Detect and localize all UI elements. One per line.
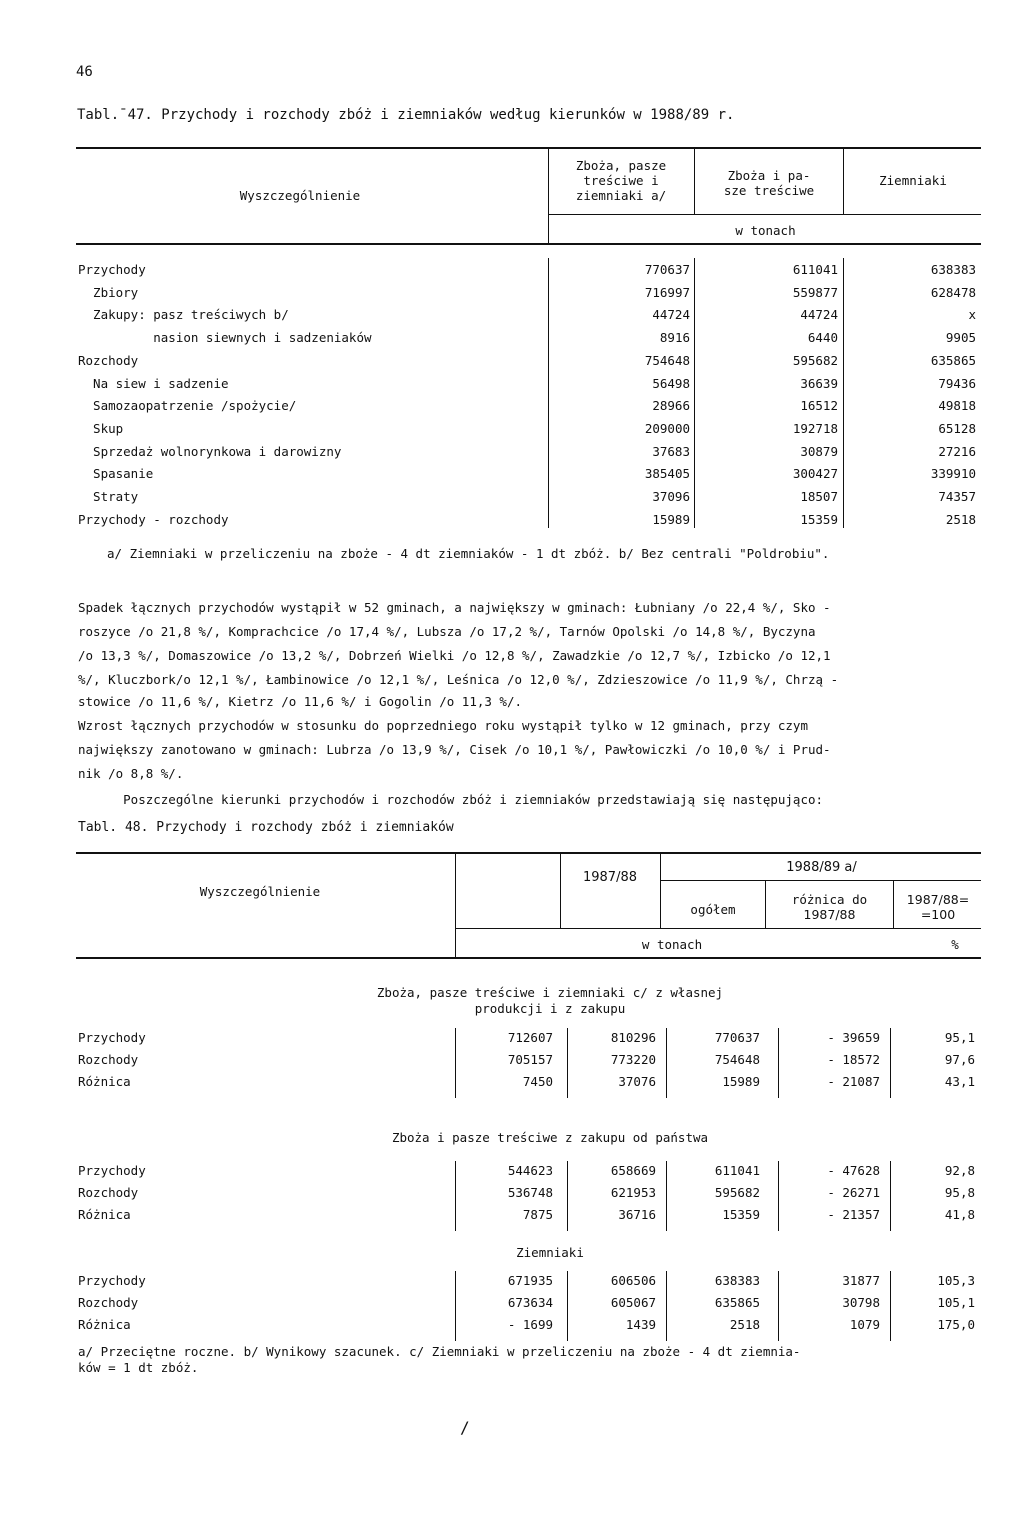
table-47-header-bottom-rule <box>76 243 981 245</box>
table-47-unit: w tonach <box>735 223 796 238</box>
table-48-col-ogolem: ogółem <box>690 902 736 917</box>
table-47-cell: 770637 <box>644 262 690 277</box>
table-47-header-rule <box>548 214 981 215</box>
table-47-cell: 15359 <box>800 512 838 527</box>
table-48-cell: 605067 <box>610 1295 656 1310</box>
table-47-cell: 18507 <box>800 489 838 504</box>
table-47-footnote: a/ Ziemniaki w przeliczeniu na zboże - 4 dt ziemniaków - 1 dt zbóż. b/ Bez centrali "Poldrobiu". <box>107 546 830 561</box>
table-48-row-label: Przychody <box>78 1273 146 1288</box>
table-48-vline <box>560 853 561 928</box>
header-line: Zboża, pasze <box>575 158 667 173</box>
table-48-cell: 810296 <box>610 1030 656 1045</box>
table-47-row-label: Straty <box>78 489 139 504</box>
table-48-col-index <box>895 892 981 922</box>
table-48-cell: 95,8 <box>944 1185 975 1200</box>
table-47-row-label: Zakupy: pasz treściwych b/ <box>78 307 289 322</box>
table-48-cell: 7875 <box>522 1207 553 1222</box>
paragraph-line: nik /o 8,8 %/. <box>78 766 184 781</box>
table-47-row-label: nasion siewnych i sadzeniaków <box>78 330 372 345</box>
table-48-section-title <box>300 1245 800 1261</box>
table-47-cell: 611041 <box>792 262 838 277</box>
table-47-body-vline <box>843 258 844 528</box>
table-47-col-grain <box>696 168 842 198</box>
table-47-col-potatoes: Ziemniaki <box>879 173 947 188</box>
table-47-cell: 6440 <box>807 330 838 345</box>
table-47-cell: 2518 <box>945 512 976 527</box>
table-47-cell: 209000 <box>644 421 690 436</box>
table-47-body-vline <box>694 258 695 528</box>
table-47-row-label: Na siew i sadzenie <box>78 376 229 391</box>
table-48-top-rule <box>76 852 981 854</box>
table-48-body-vline <box>778 1271 779 1341</box>
table-48-cell: 536748 <box>507 1185 553 1200</box>
table-48-cell: - 21087 <box>827 1074 880 1089</box>
table-48-cell: 43,1 <box>944 1074 975 1089</box>
table-48-cell: 621953 <box>610 1185 656 1200</box>
table-48-unit: w tonach <box>641 937 703 952</box>
page-number: 46 <box>76 64 93 80</box>
table-48-cell: 705157 <box>507 1052 553 1067</box>
paragraph-line: Poszczególne kierunki przychodów i rozchodów zbóż i ziemniaków przedstawiają się następująco: <box>78 792 824 807</box>
header-line: sze treściwe <box>723 183 815 198</box>
table-48-cell: 41,8 <box>944 1207 975 1222</box>
table-47-row-label: Przychody <box>78 262 146 277</box>
section-title-line: Ziemniaki <box>516 1245 584 1260</box>
table-47-cell: 628478 <box>930 285 976 300</box>
table-48-vline <box>455 853 456 957</box>
paragraph-line: roszyce /o 21,8 %/, Komprachcice /o 17,4 %/, Lubsza /o 17,2 %/, Tarnów Opolski /o 14,8 %/, Byczyna <box>78 624 816 639</box>
table-47-cell: 74357 <box>938 489 976 504</box>
table-47-cell: 30879 <box>800 444 838 459</box>
table-48-cell: 36716 <box>618 1207 656 1222</box>
table-48-row-label: Przychody <box>78 1163 146 1178</box>
table-48-cell: 97,6 <box>944 1052 975 1067</box>
table-48-row-label: Różnica <box>78 1207 131 1222</box>
table-48-cell: 1079 <box>849 1317 880 1332</box>
table-48-cell: 658669 <box>610 1163 656 1178</box>
table-48-col-roznica <box>767 892 892 922</box>
table-48-row-label: Rozchody <box>78 1185 139 1200</box>
header-line: =100 <box>920 907 956 922</box>
table-47-cell: 8916 <box>659 330 690 345</box>
table-47-cell: x <box>968 307 976 322</box>
table-47-cell: 595682 <box>792 353 838 368</box>
table-48-body-vline <box>778 1161 779 1231</box>
table-47-vline <box>843 148 844 214</box>
table-48-cell: 7450 <box>522 1074 553 1089</box>
section-title-line: produkcji i z zakupu <box>474 1000 626 1016</box>
table-48-cell: - 21357 <box>827 1207 880 1222</box>
table-48-cell: - 47628 <box>827 1163 880 1178</box>
table-48-row-label: Przychody <box>78 1030 146 1045</box>
table-47-cell: 65128 <box>938 421 976 436</box>
table-47-cell: 44724 <box>652 307 690 322</box>
section-title-line: Zboża i pasze treściwe z zakupu od państwa <box>391 1130 709 1145</box>
table-47-cell: 44724 <box>800 307 838 322</box>
table-47-cell: 56498 <box>652 376 690 391</box>
table-47-cell: 37683 <box>652 444 690 459</box>
table-47-cell: 339910 <box>930 466 976 481</box>
table-48-cell: 770637 <box>714 1030 760 1045</box>
table-47-cell: 638383 <box>930 262 976 277</box>
table-47-row-label: Spasanie <box>78 466 154 481</box>
table-48-cell: 773220 <box>610 1052 656 1067</box>
table-48-cell: 1439 <box>625 1317 656 1332</box>
table-47-cell: 36639 <box>800 376 838 391</box>
table-48-section-title <box>300 985 800 1016</box>
table-47-cell: 716997 <box>644 285 690 300</box>
table-48-cell: - 26271 <box>827 1185 880 1200</box>
table-48-vline <box>660 853 661 928</box>
table-48-title: Tabl. 48. Przychody i rozchody zbóż i ziemniaków <box>78 820 454 835</box>
table-48-cell: - 39659 <box>827 1030 880 1045</box>
paragraph-line: stowice /o 11,6 %/, Kietrz /o 11,6 %/ i Gogolin /o 11,3 %/. <box>78 694 523 709</box>
table-48-cell: 606506 <box>610 1273 656 1288</box>
table-48-cell: 30798 <box>842 1295 880 1310</box>
table-48-cell: 673634 <box>507 1295 553 1310</box>
table-48-cell: 595682 <box>714 1185 760 1200</box>
table-48-cell: 544623 <box>507 1163 553 1178</box>
table-48-cell: 37076 <box>618 1074 656 1089</box>
table-47-cell: 192718 <box>792 421 838 436</box>
paragraph-line: największy zanotowano w gminach: Lubrza /o 13,9 %/, Cisek /o 10,1 %/, Pawłowiczki /o 10,0 %/ i Prud- <box>78 742 831 757</box>
table-47-cell: 37096 <box>652 489 690 504</box>
header-line: ziemniaki a/ <box>575 188 667 203</box>
table-48-cell: 611041 <box>714 1163 760 1178</box>
header-line: 1987/88 <box>803 907 856 922</box>
section-title-line: Zboża, pasze treściwe i ziemniaki c/ z własnej <box>376 985 724 1000</box>
table-48-cell: 31877 <box>842 1273 880 1288</box>
table-48-cell: - 1699 <box>507 1317 553 1332</box>
paragraph-line: Wzrost łącznych przychodów w stosunku do poprzedniego roku wystąpił tylko w 12 gminach, przy czym <box>78 718 808 733</box>
footnote-line: ków = 1 dt zbóż. <box>78 1359 199 1375</box>
header-line: różnica do <box>791 892 868 907</box>
table-48-cell: 15359 <box>722 1207 760 1222</box>
header-line: Zboża i pa- <box>727 168 811 183</box>
table-48-vline <box>765 881 766 928</box>
table-48-cell: 15989 <box>722 1074 760 1089</box>
table-47-cell: 79436 <box>938 376 976 391</box>
table-48-footnote <box>78 1344 800 1375</box>
table-47-top-rule <box>76 147 981 149</box>
table-48-cell: 638383 <box>714 1273 760 1288</box>
table-48-col-label: Wyszczególnienie <box>199 884 321 899</box>
table-48-section-title <box>300 1130 800 1146</box>
table-47-vline <box>548 148 549 243</box>
table-47-cell: 28966 <box>652 398 690 413</box>
paragraph-line: %/, Kluczbork/o 12,1 %/, Łambinowice /o 12,1 %/, Leśnica /o 12,0 %/, Zdzieszowice /o 11,9 %/, Chrzą - <box>78 672 839 687</box>
table-48-col-1987: 1987/88 <box>582 870 637 885</box>
table-47-body-vline <box>548 258 549 528</box>
table-48-row-label: Rozchody <box>78 1295 139 1310</box>
table-48-row-label: Różnica <box>78 1074 131 1089</box>
table-48-unit-percent: % <box>951 937 959 952</box>
table-47-col-label: Wyszczególnienie <box>239 188 361 203</box>
stray-mark: / <box>460 1418 470 1437</box>
table-47-row-label: Sprzedaż wolnorynkowa i darowizny <box>78 444 342 459</box>
header-line: treściwe i <box>583 173 659 188</box>
table-48-cell: 671935 <box>507 1273 553 1288</box>
table-47-cell: 15989 <box>652 512 690 527</box>
table-48-vline <box>893 881 894 928</box>
table-48-group-rule <box>660 880 981 881</box>
paragraph-line: /o 13,3 %/, Domaszowice /o 13,2 %/, Dobrzeń Wielki /o 12,8 %/, Zawadzkie /o 12,7 %/, Izbicko /o 12,1 <box>78 648 831 663</box>
table-47-cell: 385405 <box>644 466 690 481</box>
table-47-row-label: Samozaopatrzenie /spożycie/ <box>78 398 297 413</box>
table-48-cell: 105,1 <box>937 1295 975 1310</box>
table-48-cell: 635865 <box>714 1295 760 1310</box>
table-48-cell: 105,3 <box>937 1273 975 1288</box>
paragraph-line: Spadek łącznych przychodów wystąpił w 52 gminach, a największy w gminach: Łubniany /o 22,4 %/, Sko - <box>78 600 831 615</box>
table-47-cell: 9905 <box>945 330 976 345</box>
table-48-cell: 2518 <box>729 1317 760 1332</box>
table-47-row-label: Zbiory <box>78 285 139 300</box>
table-48-cell: 712607 <box>507 1030 553 1045</box>
table-48-body-vline <box>778 1028 779 1098</box>
footnote-line: a/ Przeciętne roczne. b/ Wynikowy szacunek. c/ Ziemniaki w przeliczeniu na zboże - 4 dt ziemnia- <box>78 1344 801 1359</box>
table-47-row-label: Przychody - rozchody <box>78 512 229 527</box>
table-48-cell: - 18572 <box>827 1052 880 1067</box>
table-48-cell: 175,0 <box>937 1317 975 1332</box>
table-48-cell: 95,1 <box>944 1030 975 1045</box>
header-line: 1987/88= <box>906 892 970 907</box>
table-48-cell: 754648 <box>714 1052 760 1067</box>
table-48-col-group-1988: 1988/89 a/ <box>786 860 857 875</box>
table-47-cell: 754648 <box>644 353 690 368</box>
table-48-header-rule <box>455 928 981 929</box>
table-48-row-label: Rozchody <box>78 1052 139 1067</box>
table-47-title: Tabl.¯47. Przychody i rozchody zbóż i ziemniaków według kierunków w 1988/89 r. <box>77 107 735 123</box>
table-47-cell: 27216 <box>938 444 976 459</box>
table-47-col-combined <box>550 158 692 203</box>
table-47-cell: 16512 <box>800 398 838 413</box>
table-47-row-label: Rozchody <box>78 353 139 368</box>
table-47-cell: 300427 <box>792 466 838 481</box>
table-47-row-label: Skup <box>78 421 124 436</box>
table-47-vline <box>694 148 695 214</box>
table-47-cell: 49818 <box>938 398 976 413</box>
table-47-cell: 635865 <box>930 353 976 368</box>
table-48-row-label: Różnica <box>78 1317 131 1332</box>
table-47-cell: 559877 <box>792 285 838 300</box>
table-48-header-bottom-rule <box>76 957 981 959</box>
table-48-cell: 92,8 <box>944 1163 975 1178</box>
